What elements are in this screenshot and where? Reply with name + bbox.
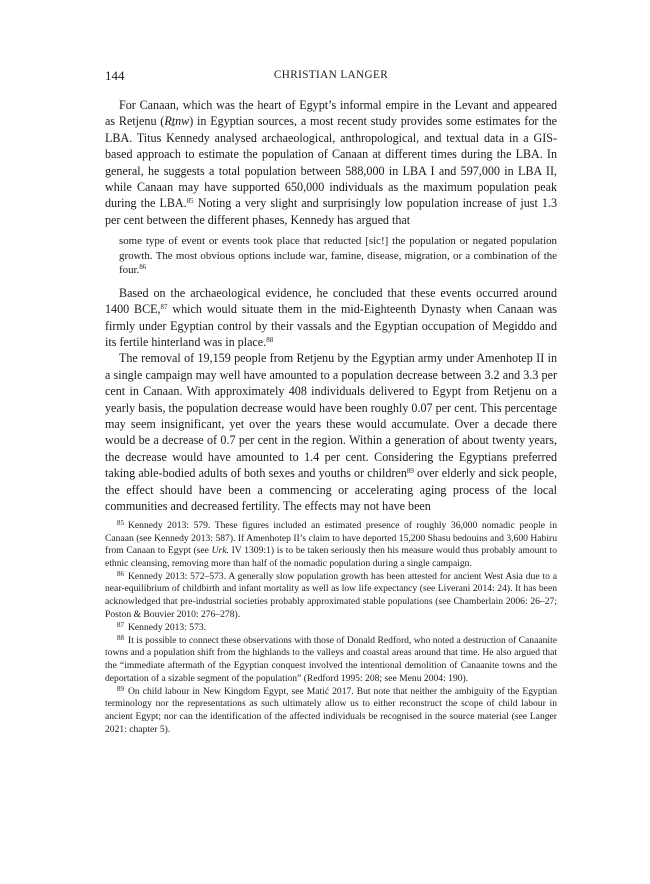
footnote-86: $^{86}$ Kennedy 2013: 572–573. A generally slow population growth has been attested for ancient West Asia due to a near-equilibrium of childbirth and infant mortality as well as low life expectancy (see Liverani 2014: 24). It has been acknowledged that pre-industrial societies probably approximated stable populations (see Chamberlain 2006: 26–27; Poston & Bouvier 2010: 276–278). [105,569,557,620]
footnote-ref-88[interactable]: 88 [266,335,274,344]
footnote-89: $^{89}$ On child labour in New Kingdom Egypt, see Matić 2017. But note that neither the ambiguity of the Egyptian terminology nor the representations as such ultimately allow us to either reconstruct the scope of child labour in ancient Egypt; nor can the identification of the affected individuals be recognised in the source material (see Langer 2021: chapter 5). [105,684,557,735]
footnote-number: 86 [117,569,124,578]
footnote-number: 88 [117,633,124,642]
paragraph-canaan-population: For Canaan, which was the heart of Egypt’s informal empire in the Levant and appeared as Retjenu (Rṯnw) in Egyptian sources, a most recent study provides some estimates for the LBA. Titus Kennedy analysed archaeological, anthropological, and textual data in a GIS-based approach to estimate the population of Canaan at different times during the LBA. In general, he suggests a total population between 588,000 in LBA I and 597,000 in LBA II, while Canaan may have supported 650,000 individuals as the maximum population peak during the LBA.$^{85}$ Noting a very slight and surprisingly low population increase of just 1.3 per cent between the different phases, Kennedy has argued that [105,98,557,227]
page-number: 144 [105,68,125,83]
footnote-ref-87[interactable]: 87 [160,303,168,312]
footnote-85: $^{85}$ Kennedy 2013: 579. These figures included an estimated presence of roughly 36,000 nomadic people in Canaan (see Kennedy 2013: 587). If Amenhotep II’s claim to have deported 15,200 Shasu bedouins and 3,600 Habiru from Canaan to Egypt (see Urk. IV 1309:1) is to be taken seriously then his measure would thus probably amount to ethnic cleansing, removing more than half of the nomadic population during a single campaign. [105,519,558,569]
footnote-ref-85[interactable]: 85 [186,197,194,206]
block-quote-kennedy: some type of event or events took place that reducted [sic!] the population or negated population growth. The most obvious options include war, famine, disease, migration, or a combination of the four.$^{86}$ [119,235,557,277]
main-text [105,97,557,514]
running-head: CHRISTIAN LANGER [273,69,389,81]
transliteration-retjenu: Rṯnw [164,114,190,129]
footnote-number: 87 [117,620,124,629]
paragraph-population-decrease: The removal of 19,159 people from Retjenu by the Egyptian army under Amenhotep II in a single campaign may well have amounted to a population decrease between 3.2 and 3.3 per cent in Canaan. With approximately 408 individuals delivered to Egypt from Retjenu on a yearly basis, the population decrease would have been roughly 0.07 per cent. This percentage may seem insignificant, yet over the years these would accumulate. Over a decade there would be a decrease of 0.7 per cent in the region. Within a generation of about twenty years, the decrease would have amounted to 1.4 per cent. Considering the Egyptians preferred taking able-bodied adults of both sexes and youths or children$^{89}$ over elderly and sick people, the effect should have been a commencing or accelerating aging process of the local communities and decreased fertility. The effects may not have been [105,351,557,514]
footnotes [105,520,557,737]
page-header [105,68,557,84]
footnote-ref-86[interactable]: 86 [139,263,147,272]
paragraph-archaeological-evidence: Based on the archaeological evidence, he concluded that these events occurred around 1400 BCE,$^{87}$ which would situate them in the mid-Eighteenth Dynasty when Canaan was firmly under Egyptian control by their vassals and the Egyptian occupation of Megiddo and its fertile hinterland was in place.$^{88}$ [105,285,557,349]
footnote-number: 85 [117,519,124,527]
footnote-number: 89 [117,684,124,693]
footnote-87: $^{87}$ Kennedy 2013: 573. [117,620,207,633]
footnote-ref-89[interactable]: 89 [406,467,414,476]
footnote-88: $^{88}$ It is possible to connect these observations with those of Donald Redford, who noted a destruction of Canaanite towns and a population shift from the highlands to the valleys and coastal areas around that time. He also argued that the “immediate aftermath of the Egyptian conquest involved the intentional demolition of Canaanite towns and the deportation of a sizable segment of the population” (Redford 1995: 208; see Menu 2004: 190). [105,633,557,684]
